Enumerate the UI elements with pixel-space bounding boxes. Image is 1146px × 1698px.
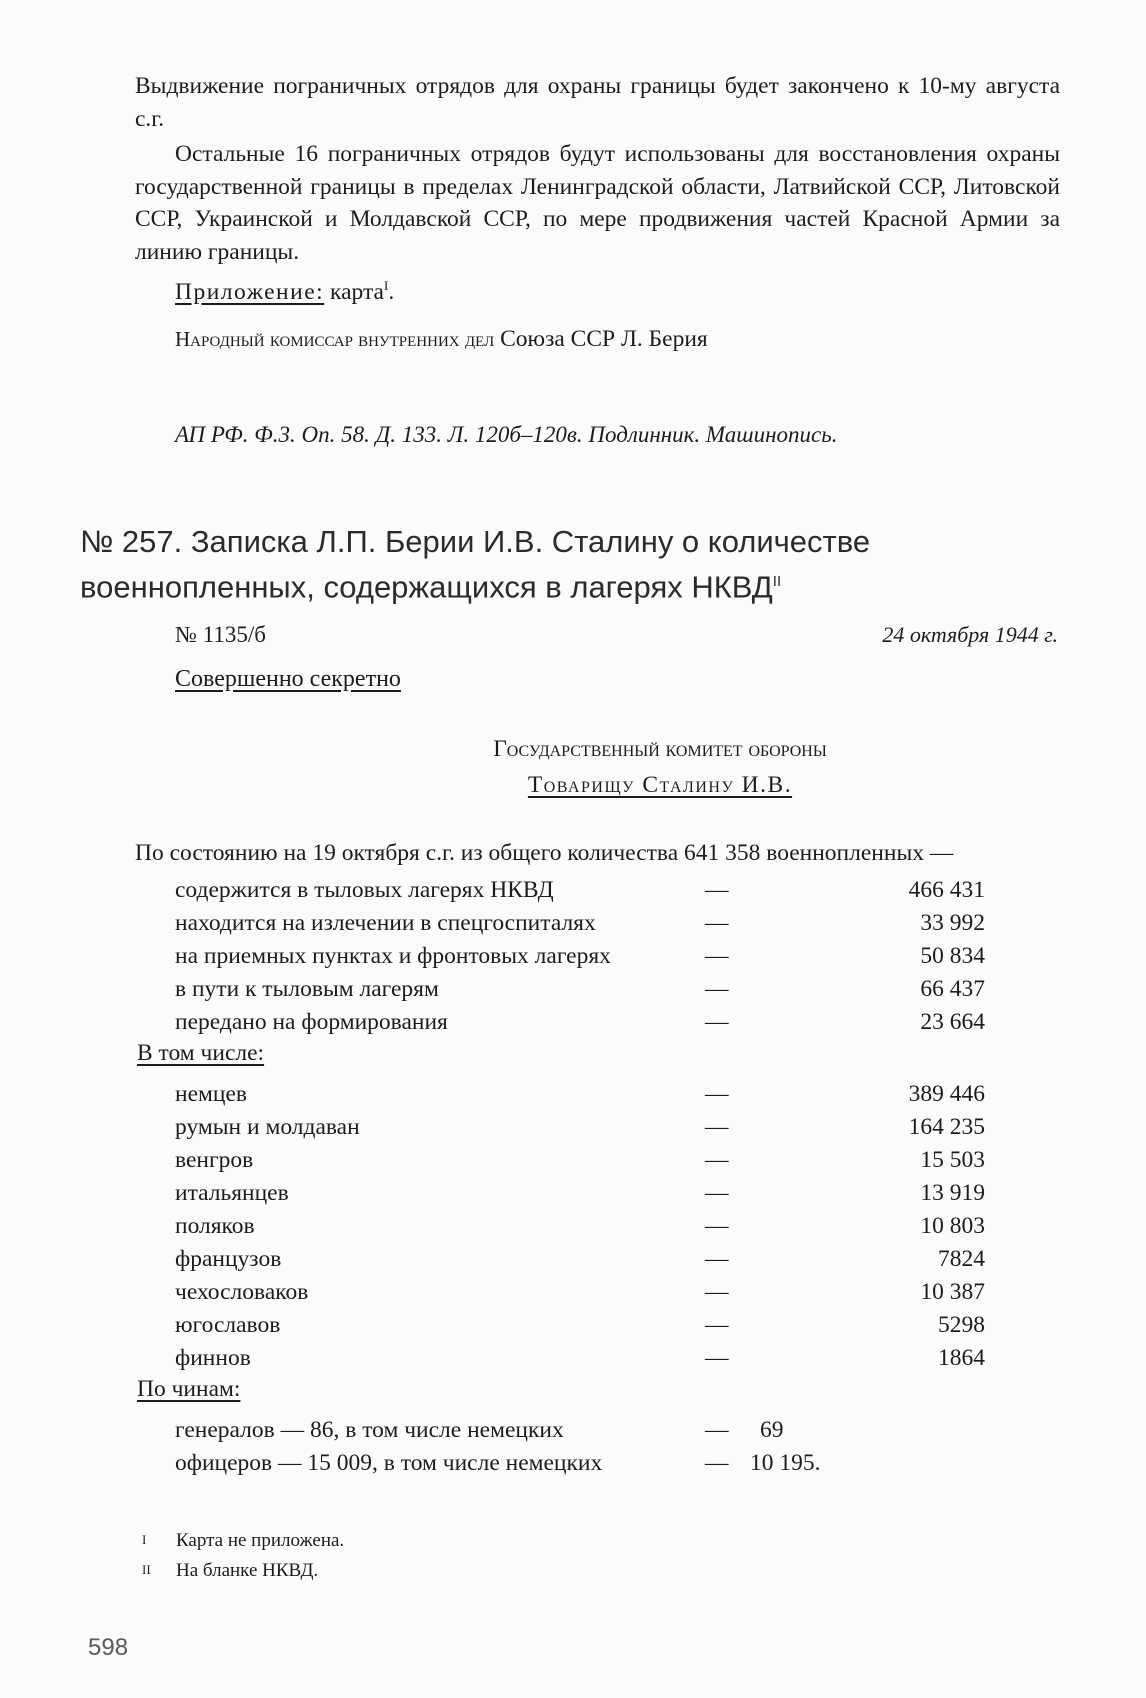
intro-sentence: По состоянию на 19 октября с.г. из общего количества 641 358 военнопленных — [135,840,954,866]
title-footnote-mark: II [772,573,782,590]
row-value: 50 834 [920,943,985,969]
row-value: 13 919 [920,1180,985,1206]
document-number: № 1135/б [175,622,266,647]
row-value: 66 437 [920,976,985,1002]
row-dash: — [705,1345,729,1371]
rank-label: По чинам: [137,1376,241,1402]
row-dash: — [705,1081,729,1107]
paragraph-border-deployment: Выдвижение пограничных отрядов для охраны границы будет закончено к 10-му августа с.г. [135,73,1060,132]
row-dash: — [705,1417,729,1443]
row-value: 389 446 [908,1081,985,1107]
row-label: находится на излечении в спецгоспиталях [175,910,596,936]
row-dash: — [705,976,729,1002]
row-dash: — [705,1246,729,1272]
row-label: немцев [175,1081,247,1107]
row-value: 164 235 [908,1114,985,1140]
row-value: 1864 [938,1345,985,1371]
row-value: 69 [760,1417,784,1443]
footnote-text: На бланке НКВД. [176,1560,319,1581]
appendix-value: карта [330,278,384,305]
row-value: 466 431 [908,877,985,903]
page-number: 598 [88,1634,129,1661]
addressee-person: Товарищу Сталину И.В. [527,772,793,798]
nationality-label: В том числе: [137,1040,265,1066]
row-dash: — [705,1009,729,1035]
row-label: югославов [175,1312,281,1338]
appendix-footnote-mark: I [383,278,389,293]
row-value: 10 387 [920,1279,985,1305]
appendix-end: . [388,278,395,305]
paragraph-remaining-detachments: Остальные 16 пограничных отрядов будут использованы для восстановления охраны государственной границы в пределах Ленинградской области, Латвийской ССР, Литовской ССР, Украинской и Молдавской ССР, по мере продвижения частей Красной Армии за линию границы. [135,141,1060,265]
document-title [80,522,1080,607]
row-dash: — [705,1180,729,1206]
document-date: 24 октября 1944 г. [882,622,1058,647]
row-label: поляков [175,1213,255,1239]
row-label: венгров [175,1147,254,1173]
archive-source: АП РФ. Ф.3. Оп. 58. Д. 133. Л. 120б–120в. Подлинник. Машинопись. [175,422,838,447]
row-label: итальянцев [175,1180,289,1206]
row-value: 10 803 [920,1213,985,1239]
secrecy-stamp: Совершенно секретно [175,666,401,692]
row-dash: — [705,1279,729,1305]
footnote-text: Карта не приложена. [176,1530,345,1551]
row-label: чехословаков [175,1279,309,1305]
signature-name: Союза ССР Л. Берия [500,326,708,352]
row-label: на приемных пунктах и фронтовых лагерях [175,943,611,969]
row-value: 10 195. [750,1450,821,1476]
document-title-line-1: № 257. Записка Л.П. Берии И.В. Сталину о количестве [80,524,871,559]
row-value: 33 992 [920,910,985,936]
addressee-organization: Государственный комитет обороны [493,736,827,762]
document-title-line-2: военнопленных, содержащихся в лагерях НКВД [80,569,773,605]
row-label: французов [175,1246,282,1272]
row-label: передано на формирования [175,1009,448,1035]
row-dash: — [705,1213,729,1239]
row-value: 23 664 [920,1009,985,1035]
row-label: офицеров — 15 009, в том числе немецких [175,1450,603,1476]
row-dash: — [705,1147,729,1173]
row-dash: — [705,1450,729,1476]
addressee-person-wrap [360,772,960,799]
row-value: 5298 [938,1312,985,1338]
row-label: содержится в тыловых лагерях НКВД [175,877,554,903]
row-dash: — [705,877,729,903]
row-dash: — [705,943,729,969]
row-dash: — [705,910,729,936]
row-value: 15 503 [920,1147,985,1173]
row-value: 7824 [938,1246,985,1272]
row-label: финнов [175,1345,251,1371]
signature-title: Народный комиссар внутренних дел [175,327,495,351]
footnote-mark: I [142,1532,147,1547]
signature-line [175,323,975,356]
row-dash: — [705,1114,729,1140]
row-label: генералов — 86, в том числе немецких [175,1417,564,1443]
appendix-line [175,270,775,308]
footnote-mark: II [142,1562,151,1577]
row-dash: — [705,1312,729,1338]
row-label: в пути к тыловым лагерям [175,976,439,1002]
row-label: румын и молдаван [175,1114,360,1140]
appendix-label: Приложение: [175,278,325,305]
